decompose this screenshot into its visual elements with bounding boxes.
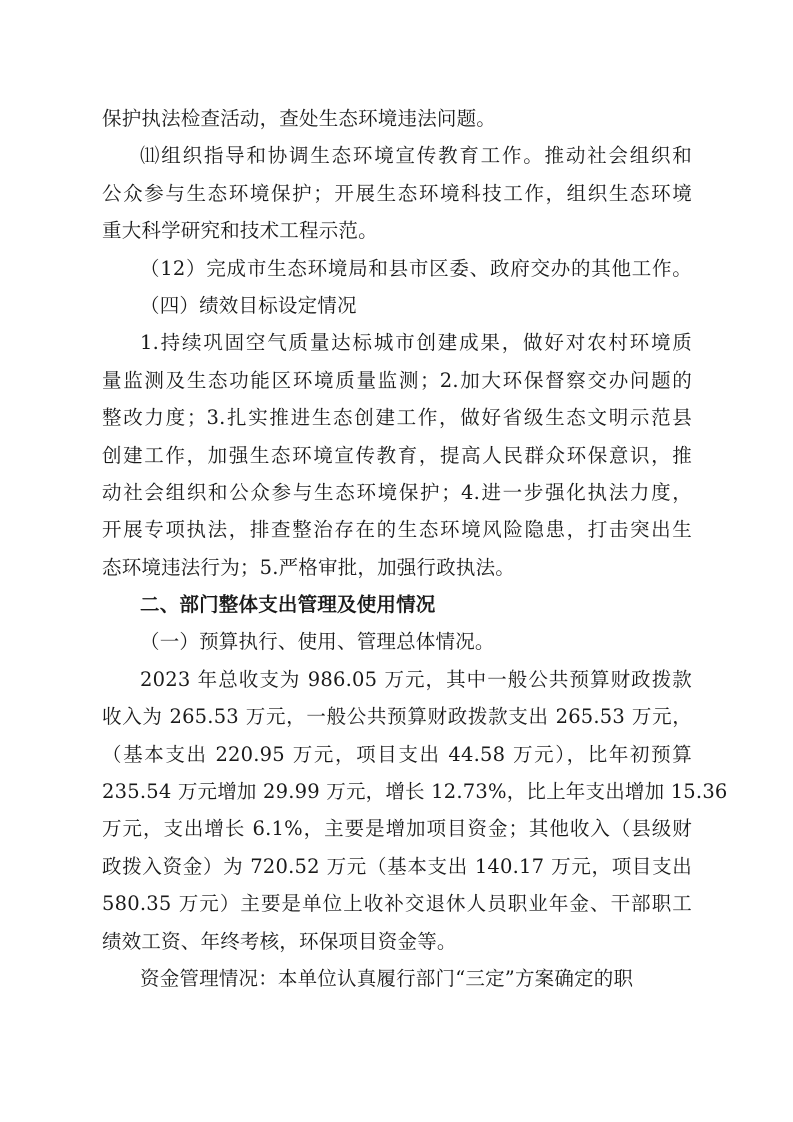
paragraph-line: 580.35 万元）主要是单位上收补交退休人员职业年金、干部职工	[102, 892, 692, 916]
paragraph-line: 资金管理情况：本单位认真履行部门“三定”方案确定的职	[140, 966, 634, 990]
paragraph-line: 动社会组织和公众参与生态环境保护；4.进一步强化执法力度，	[102, 480, 692, 504]
paragraph-line: 政拨入资金）为 720.52 万元（基本支出 140.17 万元，项目支出	[102, 854, 692, 878]
paragraph-line: 1.持续巩固空气质量达标城市创建成果，做好对农村环境质	[140, 331, 692, 355]
paragraph-line: 整改力度；3.扎实推进生态创建工作，做好省级生态文明示范县	[102, 406, 692, 430]
section-heading-performance-goals: （四）绩效目标设定情况	[140, 293, 357, 317]
paragraph-line: 收入为 265.53 万元，一般公共预算财政拨款支出 265.53 万元，	[102, 705, 692, 729]
paragraph-line: 态环境违法行为；5.严格审批，加强行政执法。	[102, 555, 516, 579]
paragraph-line: 2023 年总收支为 986.05 万元，其中一般公共预算财政拨款	[140, 667, 692, 691]
paragraph-line: 保护执法检查活动，查处生态环境违法问题。	[102, 107, 497, 130]
paragraph-line: 开展专项执法，排查整治存在的生态环境风险隐患，打击突出生	[102, 518, 692, 542]
paragraph-line: 235.54 万元增加 29.99 万元，增长 12.73%，比上年支出增加 15.36	[102, 780, 728, 804]
paragraph-line: 绩效工资、年终考核，环保项目资金等。	[102, 929, 457, 953]
section-heading-budget-execution: （一）预算执行、使用、管理总体情况。	[140, 630, 495, 654]
document-page	[102, 100, 728, 997]
paragraph-line: 万元，支出增长 6.1%，主要是增加项目资金；其他收入（县级财	[102, 817, 692, 841]
paragraph-line: 公众参与生态环境保护；开展生态环境科技工作，组织生态环境	[102, 181, 692, 205]
paragraph-line: ⑾组织指导和协调生态环境宣传教育工作。推动社会组织和	[140, 144, 692, 168]
section-heading-expenditure-management: 二、部门整体支出管理及使用情况	[140, 593, 436, 617]
paragraph-line: 创建工作，加强生态环境宣传教育，提高人民群众环保意识，推	[102, 443, 692, 467]
paragraph-line: 量监测及生态功能区环境质量监测；2.加大环保督察交办问题的	[102, 368, 692, 392]
paragraph-line: （12）完成市生态环境局和县市区委、政府交办的其他工作。	[140, 256, 692, 280]
paragraph-line: 重大科学研究和技术工程示范。	[102, 219, 378, 243]
paragraph-line: （基本支出 220.95 万元，项目支出 44.58 万元），比年初预算	[102, 742, 692, 766]
